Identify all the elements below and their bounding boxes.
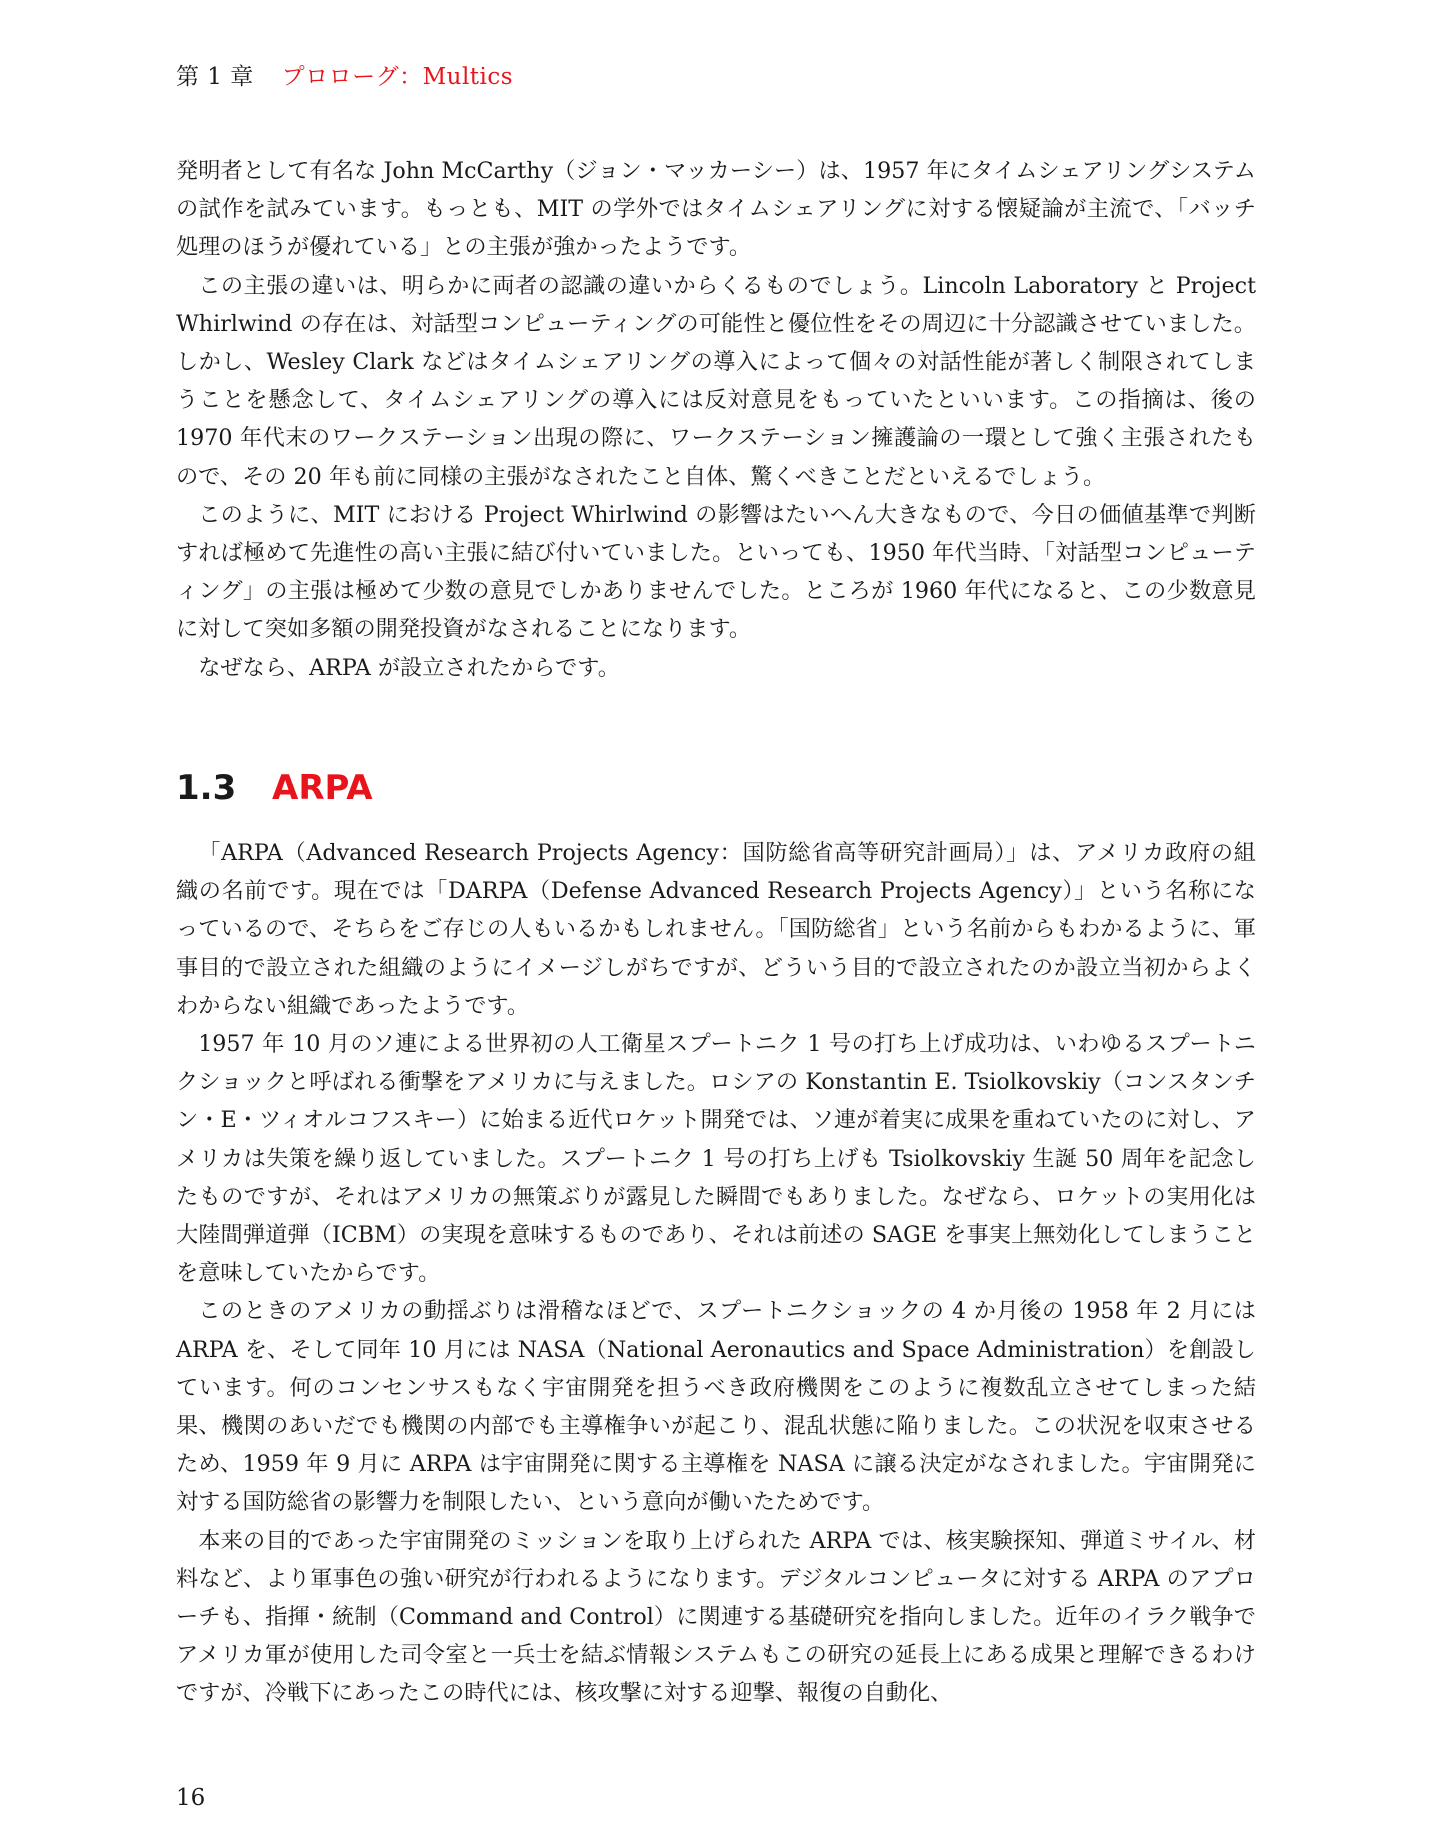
paragraph: このときのアメリカの動揺ぶりは滑稽なほどで、スプートニクショックの 4 か月後の 1958 年 2 月には ARPA を、そして同年 10 月には NASA（National Aeronautics and Space Administration）を創設しています。何のコンセンサスもなく宇宙開発を担うべき政府機関をこのように複数乱立させてしまった結果、機関のあいだでも機関の内部でも主導権争いが起こり、混乱状態に陥りました。この状況を収束させるため、1959 年 9 月に ARPA は宇宙開発に関する主導権を NASA に譲る決定がなされました。宇宙開発に対する国防総省の影響力を制限したい、という意向が働いたためです。: [176, 1298, 1256, 1516]
section-number: 1.3: [176, 768, 237, 808]
page-number: 16: [176, 1785, 206, 1811]
paragraph: なぜなら、ARPA が設立されたからです。: [198, 654, 620, 681]
paragraph: 発明者として有名な John McCarthy（ジョン・マッカーシー）は、1957 年にタイムシェアリングシステムの試作を試みています。もっとも、MIT の学外ではタイムシェアリングに対する懐疑論が主流で、「バッチ処理のほうが優れている」との主張が強かったようです。: [176, 158, 1256, 261]
chapter-number: 第 1 章: [176, 64, 254, 90]
chapter-title: プロローグ：Multics: [281, 64, 514, 90]
section-title: ARPA: [272, 768, 373, 808]
paragraph: この主張の違いは、明らかに両者の認識の違いからくるものでしょう。Lincoln Laboratory と Project Whirlwind の存在は、対話型コンピューティングの可能性と優位性をその周辺に十分認識させていました。しかし、Wesley Clark などはタイムシェアリングの導入によって個々の対話性能が著しく制限されてしまうことを懸念して、タイムシェアリングの導入には反対意見をもっていたといいます。この指摘は、後の 1970 年代末のワークステーション出現の際に、ワークステーション擁護論の一環として強く主張されたもので、その 20 年も前に同様の主張がなされたこと自体、驚くべきことだといえるでしょう。: [176, 272, 1256, 490]
paragraph: 1957 年 10 月のソ連による世界初の人工衛星スプートニク 1 号の打ち上げ成功は、いわゆるスプートニクショックと呼ばれる衝撃をアメリカに与えました。ロシアの Konstantin E. Tsiolkovskiy（コンスタンチン・E・ツィオルコフスキー）に始まる近代ロケット開発では、ソ連が着実に成果を重ねていたのに対し、アメリカは失策を繰り返していました。スプートニク 1 号の打ち上げも Tsiolkovskiy 生誕 50 周年を記念したものですが、それはアメリカの無策ぶりが露見した瞬間でもありました。なぜなら、ロケットの実用化は大陸間弾道弾（ICBM）の実現を意味するものであり、それは前述の SAGE を事実上無効化してしまうことを意味していたからです。: [176, 1031, 1256, 1287]
paragraph: 本来の目的であった宇宙開発のミッションを取り上げられた ARPA では、核実験探知、弾道ミサイル、材料など、より軍事色の強い研究が行われるようになります。デジタルコンピュータに対する ARPA のアプローチも、指揮・統制（Command and Control）に関連する基礎研究を指向しました。近年のイラク戦争でアメリカ軍が使用した司令室と一兵士を結ぶ情報システムもこの研究の延長上にある成果と理解できるわけですが、冷戦下にあったこの時代には、核攻撃に対する迎撃、報復の自動化、: [176, 1527, 1256, 1707]
body-text-before-section: [176, 152, 1256, 687]
body-text-after-section: [176, 834, 1256, 1713]
section-heading: [176, 768, 373, 808]
paragraph: 「ARPA（Advanced Research Projects Agency：国防総省高等研究計画局）」は、アメリカ政府の組織の名前です。現在では「DARPA（Defense Advanced Research Projects Agency）」という名称になっているので、そちらをご存じの人もいるかもしれません。「国防総省」という名前からもわかるように、軍事目的で設立された組織のようにイメージしがちですが、どういう目的で設立されたのか設立当初からよくわからない組織であったようです。: [176, 840, 1256, 1019]
running-head: [176, 58, 513, 91]
paragraph: このように、MIT における Project Whirlwind の影響はたいへん大きなもので、今日の価値基準で判断すれば極めて先進性の高い主張に結び付いていました。といっても、1950 年代当時、「対話型コンピューティング」の主張は極めて少数の意見でしかありませんでした。ところが 1960 年代になると、この少数意見に対して突如多額の開発投資がなされることになります。: [176, 501, 1256, 643]
